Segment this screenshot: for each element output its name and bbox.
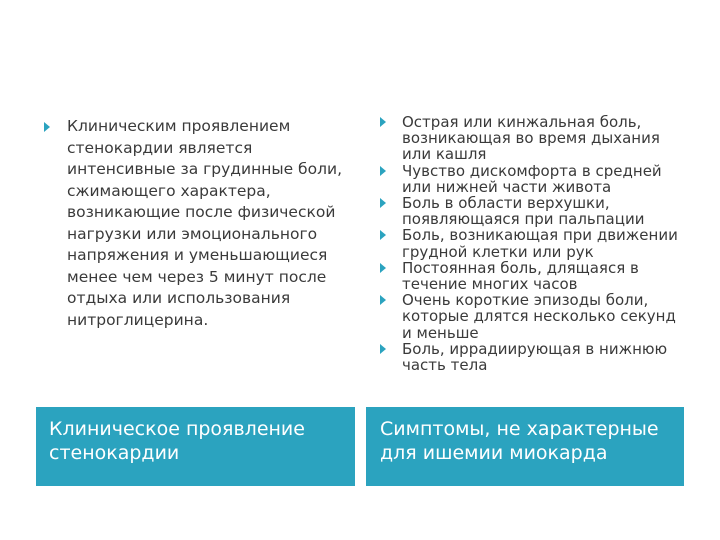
list-item	[380, 114, 680, 163]
bullet-triangle-icon	[380, 117, 386, 127]
left-heading: Клиническое проявление стенокардии	[49, 418, 305, 464]
right-bullet-list	[380, 114, 680, 373]
list-item	[380, 341, 680, 373]
left-bullet-list	[44, 116, 349, 331]
bullet-triangle-icon	[380, 344, 386, 354]
list-item-text: Боль в области верхушки, появляющаяся при пальпации	[402, 194, 645, 229]
list-item-text: Постоянная боль, длящаяся в течение многих часов	[402, 258, 639, 294]
list-item-text: Боль, возникающая при движении грудной клетки или рук	[402, 226, 678, 261]
list-item-text: Клиническим проявлением стенокардии является интенсивные за грудинные боли, сжимающего характера, возникающие после физической нагрузки или эмоционального напряжения и уменьшающиеся менее чем через 5 минут после отдыха или использования нитроглицерина.	[67, 117, 343, 329]
list-item	[380, 292, 680, 341]
bullet-triangle-icon	[44, 122, 50, 132]
list-item	[380, 227, 680, 259]
left-heading-box	[36, 407, 355, 486]
list-item-text: Чувство дискомфорта в средней или нижней части живота	[402, 161, 662, 196]
bullet-triangle-icon	[380, 198, 386, 208]
list-item-text: Очень короткие эпизоды боли, которые длятся несколько секунд и меньше	[402, 291, 676, 342]
list-item	[380, 163, 680, 195]
list-item	[44, 116, 349, 331]
bullet-triangle-icon	[380, 263, 386, 273]
list-item	[380, 260, 680, 292]
list-item-text: Боль, иррадиирующая в нижнюю часть тела	[402, 339, 668, 375]
bullet-triangle-icon	[380, 230, 386, 240]
right-heading: Симптомы, не характерные для ишемии миокарда	[380, 418, 659, 464]
right-heading-box	[366, 407, 684, 486]
list-item	[380, 195, 680, 227]
bullet-triangle-icon	[380, 166, 386, 176]
list-item-text: Острая или кинжальная боль, возникающая во время дыхания или кашля	[402, 113, 660, 164]
bullet-triangle-icon	[380, 295, 386, 305]
